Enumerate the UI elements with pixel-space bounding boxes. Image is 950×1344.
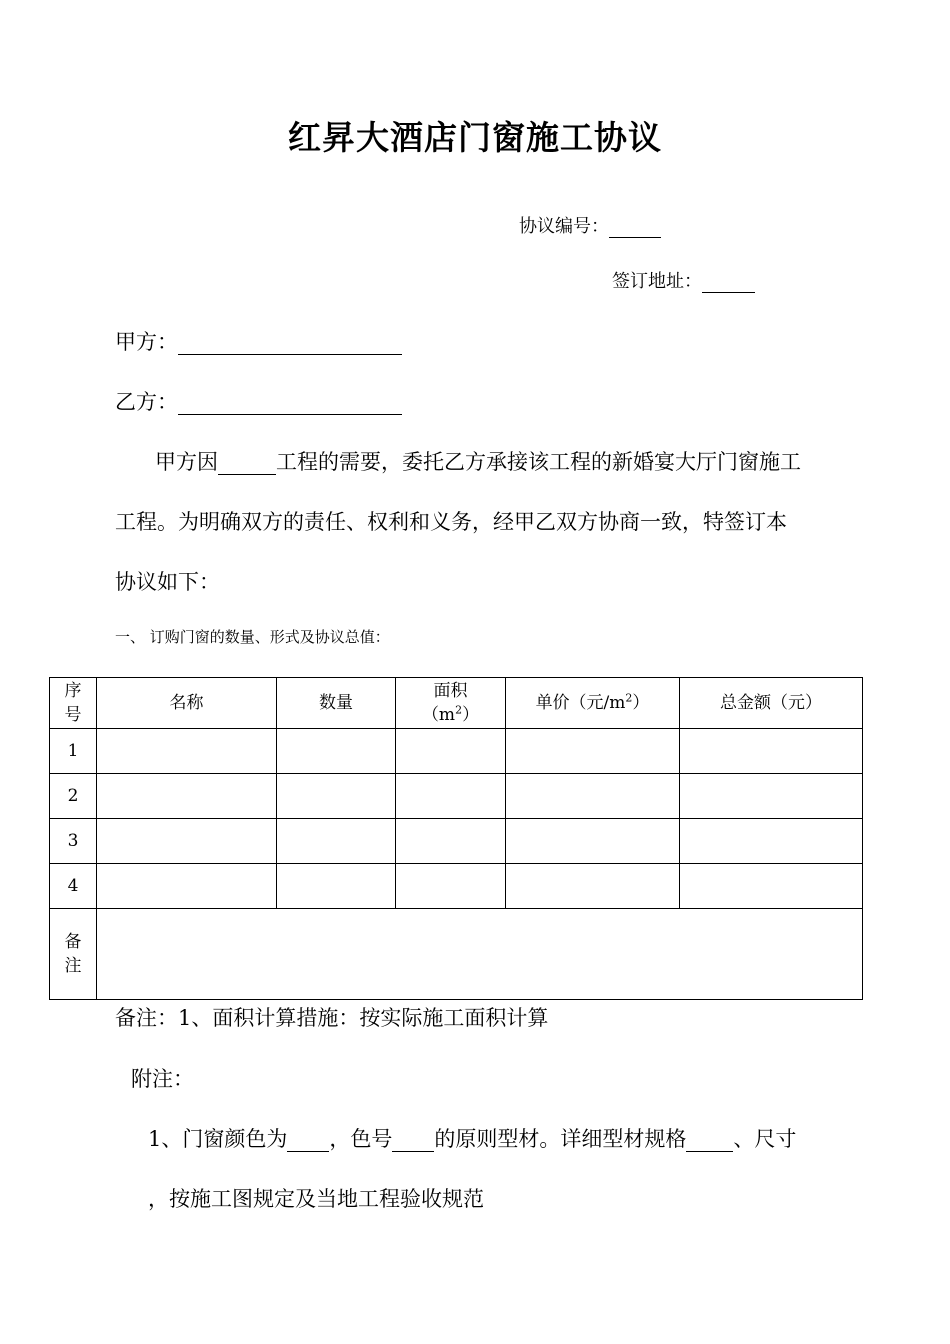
remark-cell[interactable] <box>97 909 863 1000</box>
item1-part-c: 的原则型材。详细型材规格 <box>434 1127 687 1151</box>
cell-unit-price[interactable] <box>506 774 680 819</box>
header-unit-price: 单价（元$/m^2$） <box>506 678 680 729</box>
item1-part-b: ，色号 <box>329 1127 393 1151</box>
intro-line-3: 协议如下： <box>115 570 220 594</box>
sign-place-blank <box>702 271 755 293</box>
sign-place-line <box>612 267 755 293</box>
party-b-label: 乙方： <box>115 390 178 414</box>
cell-unit-price[interactable] <box>506 864 680 909</box>
agreement-number-label: 协议编号： <box>519 216 609 237</box>
header-quantity: 数量 <box>277 678 396 729</box>
party-b-line <box>115 386 402 416</box>
row-number: 2 <box>50 774 97 819</box>
table-header-row <box>50 678 863 729</box>
project-name-blank <box>218 450 276 475</box>
party-a-line <box>115 326 402 356</box>
cell-total[interactable] <box>680 774 863 819</box>
header-name: 名称 <box>97 678 277 729</box>
header-area <box>396 678 506 729</box>
header-seq: 序号 <box>50 678 97 729</box>
cell-name[interactable] <box>97 819 277 864</box>
cell-area[interactable] <box>396 819 506 864</box>
cell-area[interactable] <box>396 729 506 774</box>
party-a-blank <box>178 330 402 355</box>
cell-unit-price[interactable] <box>506 729 680 774</box>
item1-part-d: 、尺寸 <box>733 1127 797 1151</box>
intro-line-1-start: 甲方因 <box>155 450 218 474</box>
cell-name[interactable] <box>97 864 277 909</box>
color-blank <box>287 1127 329 1152</box>
sign-place-label: 签订地址： <box>612 271 702 292</box>
order-table <box>49 677 863 1000</box>
color-code-blank <box>392 1127 434 1152</box>
appendix-item-1 <box>148 1123 796 1153</box>
item1-part-a: 1、门窗颜色为 <box>148 1127 288 1151</box>
table-row <box>50 729 863 774</box>
cell-quantity[interactable] <box>277 819 396 864</box>
cell-area[interactable] <box>396 774 506 819</box>
remark-line: 备注：1、面积计算措施：按实际施工面积计算 <box>115 1006 549 1030</box>
document-title: 红昇大酒店门窗施工协议 <box>288 118 662 157</box>
row-number: 4 <box>50 864 97 909</box>
cell-total[interactable] <box>680 819 863 864</box>
cell-name[interactable] <box>97 774 277 819</box>
section-1-heading: 一、 订购门窗的数量、形式及协议总值： <box>115 628 390 646</box>
agreement-number-blank <box>609 216 661 238</box>
table-row <box>50 864 863 909</box>
profile-spec-blank <box>686 1127 733 1152</box>
cell-quantity[interactable] <box>277 774 396 819</box>
row-number: 1 <box>50 729 97 774</box>
intro-line-2: 工程。为明确双方的责任、权利和义务，经甲乙双方协商一致，特签订本 <box>115 510 787 534</box>
cell-name[interactable] <box>97 729 277 774</box>
cell-quantity[interactable] <box>277 864 396 909</box>
table-row <box>50 774 863 819</box>
appendix-item-1-continued: ，按施工图规定及当地工程验收规范 <box>148 1187 484 1211</box>
cell-area[interactable] <box>396 864 506 909</box>
party-a-label: 甲方： <box>115 330 178 354</box>
cell-total[interactable] <box>680 729 863 774</box>
header-total-amount: 总金额（元） <box>680 678 863 729</box>
appendix-label: 附注： <box>131 1067 194 1091</box>
row-number: 3 <box>50 819 97 864</box>
table-remark-row <box>50 909 863 1000</box>
table-row <box>50 819 863 864</box>
cell-total[interactable] <box>680 864 863 909</box>
intro-line-1-end: 工程的需要，委托乙方承接该工程的新婚宴大厅门窗施工 <box>276 450 801 474</box>
cell-unit-price[interactable] <box>506 819 680 864</box>
header-area-label: 面积 <box>433 681 468 701</box>
intro-line-1 <box>155 446 801 476</box>
header-area-unit: $(m^2)$ <box>421 703 480 725</box>
cell-quantity[interactable] <box>277 729 396 774</box>
agreement-number-line <box>519 212 661 238</box>
party-b-blank <box>178 390 402 415</box>
remark-label: 备注 <box>50 909 97 1000</box>
